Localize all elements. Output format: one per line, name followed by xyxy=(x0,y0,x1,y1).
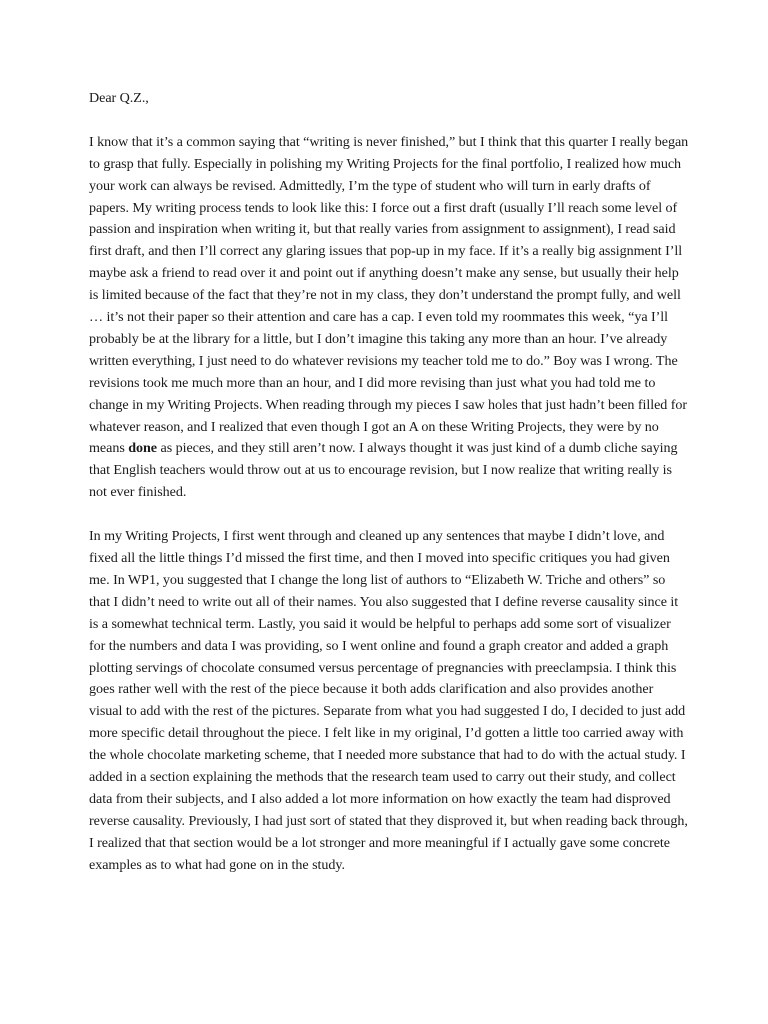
salutation: Dear Q.Z., xyxy=(89,90,149,106)
emphasized-word: done xyxy=(128,440,158,457)
letter-body xyxy=(89,88,689,898)
paragraph-1 xyxy=(89,132,689,504)
paragraph-2: In my Writing Projects, I first went through and cleaned up any sentences that maybe I didn’t love, and fixed all the little things I’d missed the first time, and then I moved into specific critiques you had given me. In WP1, you suggested that I change the long list of authors to “Elizabeth W. Triche and others” so that I didn’t need to write out all of their names. You also suggested that I define reverse causality since it is a somewhat technical term. Lastly, you said it would be helpful to perhaps add some sort of visualizer for the numbers and data I was providing, so I went online and found a graph creator and added a graph plotting servings of chocolate consumed versus percentage of pregnancies with preeclampsia. I think this goes rather well with the rest of the piece because it both adds clarification and also provides another visual to add with the rest of the pictures. Separate from what you had suggested I do, I decided to just add more specific detail throughout the piece. I felt like in my original, I’d gotten a little too carried away with the whole chocolate marketing scheme, that I needed more substance that had to do with the actual study. I added in a section explaining the methods that the research team used to carry out their study, and collect data from their subjects, and I also added a lot more information on how exactly the team had disproved reverse causality. Previously, I had just sort of stated that they disproved it, but when reading back through, I realized that that section would be a lot stronger and more meaningful if I actually gave some concrete examples as to what had gone on in the study. xyxy=(89,528,688,873)
paragraph-1-text-end: as pieces, and they still aren’t now. I always thought it was just kind of a dumb cliche saying that English teachers would throw out at us to encourage revision, but I now realize that writing really is not ever finished. xyxy=(89,440,678,501)
paragraph-1-text-start: I know that it’s a common saying that “writing is never finished,” but I think that this quarter I really began to grasp that fully. Especially in polishing my Writing Projects for the final portfolio, I realized how much your work can always be revised. Admittedly, I’m the type of student who will turn in early drafts of papers. My writing process tends to look like this: I force out a first draft (usually I’ll reach some level of passion and inspiration when writing it, but that really varies from assignment to assignment), I read said first draft, and then I’ll correct any glaring issues that pop-up in my face. If it’s a really big assignment I’ll maybe ask a friend to read over it and point out if anything doesn’t make any sense, but usually their help is limited because of the fact that they’re not in my class, they don’t understand the prompt fully, and well … it’s not their paper so their attention and care has a cap. I even told my roommates this week, “ya I’ll probably be at the library for a little, but I don’t imagine this taking any more than an hour. I’ve already written everything, I just need to do whatever revisions my teacher told me to do.” Boy was I wrong. The revisions took me much more than an hour, and I did more revising than just what you had told me to change in my Writing Projects. When reading through my pieces I saw holes that just hadn’t been filled for whatever reason, and I realized that even though I got an A on these Writing Projects, they were by no means xyxy=(89,133,689,457)
